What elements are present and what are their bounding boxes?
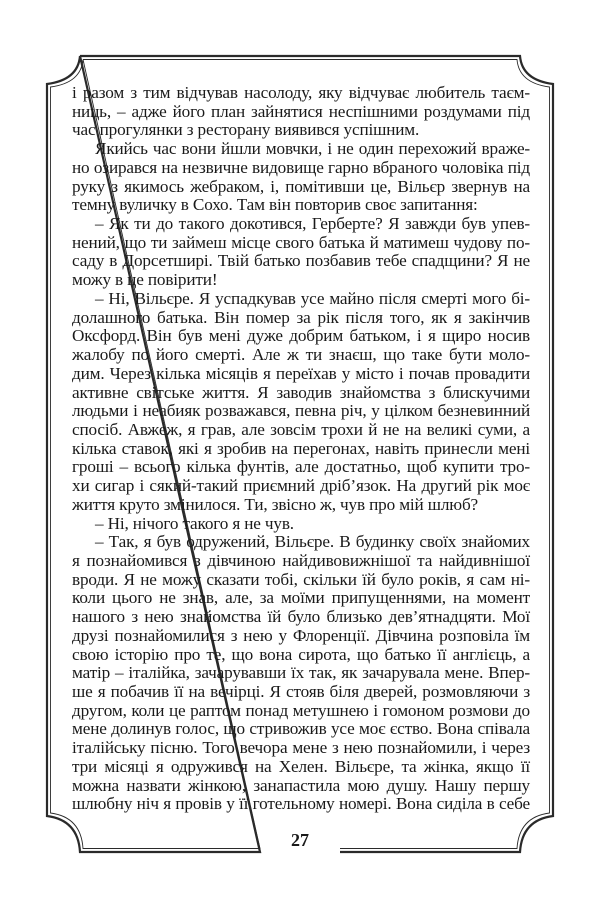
- text-line: гроші – всього кілька фунтів, але достатньо, щоб купити тро-: [72, 457, 530, 477]
- text-line: шлюбну ніч я провів у її готельному номері. Вона сиділа в себе: [72, 794, 530, 814]
- text-line: – Ні, нічого такого я не чув.: [95, 513, 294, 533]
- text-line: друзі познайомилися з нею у Флоренції. Дівчина розповіла їм: [72, 625, 530, 645]
- text-line: руку з якимось жебраком, і, помітивши це, Вільєр звернув на: [72, 176, 530, 196]
- text-line: Оксфорд. Він був мені дуже добрим батьком, і я щиро носив: [72, 326, 530, 346]
- text-line: мене долинув голос, що стривожив усе моє єство. Вона співала: [72, 719, 530, 739]
- text-line: спосіб. Авжеж, я грав, але зовсім трохи й не на великі суми, а: [72, 419, 530, 439]
- text-line: нений, що ти займеш місце свого батька й матимеш чудову по-: [72, 232, 530, 252]
- text-line: коли цього не знав, але, за моїми припущеннями, на момент: [72, 588, 530, 608]
- text-line: можу в це повірити!: [72, 270, 218, 290]
- text-line: три місяці я одружився на Хелен. Вільєре, та жінка, якщо її: [72, 756, 530, 776]
- text-line: ниць, – адже його план зайнятися неспішними роздумами під: [72, 101, 530, 121]
- text-line: – Так, я був одружений, Вільєре. В будинку своїх знайомих: [95, 532, 530, 552]
- text-line: вроди. Я не можу сказати тобі, скільки їй було років, я сам ні-: [72, 569, 530, 589]
- text-line: активне світське життя. Я заводив знайомства з блискучими: [72, 382, 530, 402]
- text-line: свою історію про те, що вона сирота, що батько її англієць, а: [72, 644, 530, 664]
- body-text: [72, 84, 530, 814]
- text-line: саду в Дорсетширі. Твій батько позбавив тебе спадщини? Я не: [72, 251, 530, 271]
- text-line: хи сигар і сякий-такий приємний дріб’язок. На другий рік моє: [72, 476, 530, 496]
- text-line: жалобу по його смерті. Але ж ти знаєш, що таке бути моло-: [72, 345, 530, 365]
- text-line: Якийсь час вони йшли мовчки, і не один перехожий враже-: [95, 139, 530, 159]
- text-line: час прогулянки з ресторану виявився успішним.: [72, 120, 420, 140]
- text-line: – Як ти до такого докотився, Герберте? Я завжди був упев-: [95, 214, 530, 234]
- text-line: темну вуличку в Сохо. Там він повторив своє запитання:: [72, 195, 478, 215]
- text-line: нашого з нею знайомства їй було близько дев’ятнадцяти. Мої: [72, 607, 530, 627]
- text-line: ше я побачив її на вечірці. Я стояв біля дверей, розмовляючи з: [72, 682, 530, 701]
- text-line: італійську пісню. Того вечора мене з нею познайомили, і через: [72, 738, 530, 758]
- page-number: 27: [291, 830, 309, 850]
- text-line: долашного батька. Він помер за рік після того, як я закінчив: [72, 307, 530, 327]
- text-line: дим. Через кілька місяців я переїхав у місто і почав провадити: [72, 363, 530, 383]
- text-line: життя круто змінилося. Ти, звісно ж, чув про мій шлюб?: [72, 494, 479, 514]
- text-line: – Ні, Вільєре. Я успадкував усе майно після смерті мого бі-: [95, 288, 530, 308]
- text-line: другом, коли це раптом понад метушнею і гомоном розмови до: [72, 700, 530, 720]
- text-line: кілька ставок, які я зробив на перегонах, навіть принесли мені: [72, 438, 530, 458]
- text-line: можна назвати жінкою, занапастила мою душу. Нашу першу: [72, 775, 530, 795]
- text-line: і разом з тим відчував насолоду, яку відчуває любитель таєм-: [72, 83, 530, 102]
- text-line: я познайомився з дівчиною найдивовижнішої та найдивнішої: [72, 550, 530, 570]
- text-line: матір – італійка, зачарувавши їх так, як зачарувала мене. Впер-: [72, 663, 530, 683]
- text-line: но озирався на незвичне видовище гарно вбраного чоловіка під: [72, 157, 530, 177]
- text-line: людьми і неабияк розважався, певна річ, у цілком безневинний: [72, 401, 530, 421]
